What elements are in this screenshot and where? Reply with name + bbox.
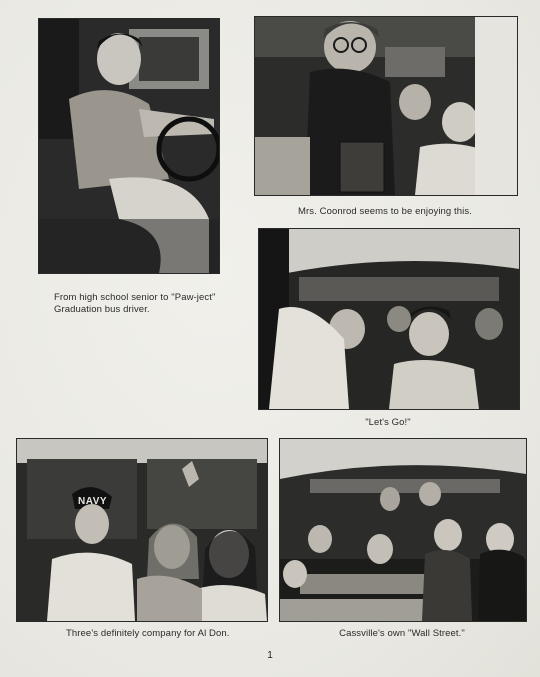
caption-lets-go: "Let's Go!" bbox=[365, 417, 411, 428]
page-number: 1 bbox=[267, 650, 273, 661]
photo-coonrod bbox=[254, 16, 518, 196]
navy-cap-text: NAVY bbox=[78, 496, 108, 507]
caption-bus-driver bbox=[54, 292, 254, 316]
photo-wall-street bbox=[279, 438, 527, 622]
caption-bus-driver-line1: From high school senior to "Paw-ject" bbox=[54, 292, 216, 303]
caption-bus-driver-line2: Graduation bus driver. bbox=[54, 304, 150, 315]
photo-bus-driver bbox=[38, 18, 220, 274]
caption-wall-street: Cassville's own "Wall Street." bbox=[339, 628, 465, 639]
photo-al-don bbox=[16, 438, 268, 622]
photo-lets-go bbox=[258, 228, 520, 410]
caption-al-don: Three's definitely company for Al Don. bbox=[66, 628, 230, 639]
caption-coonrod: Mrs. Coonrod seems to be enjoying this. bbox=[298, 206, 472, 217]
